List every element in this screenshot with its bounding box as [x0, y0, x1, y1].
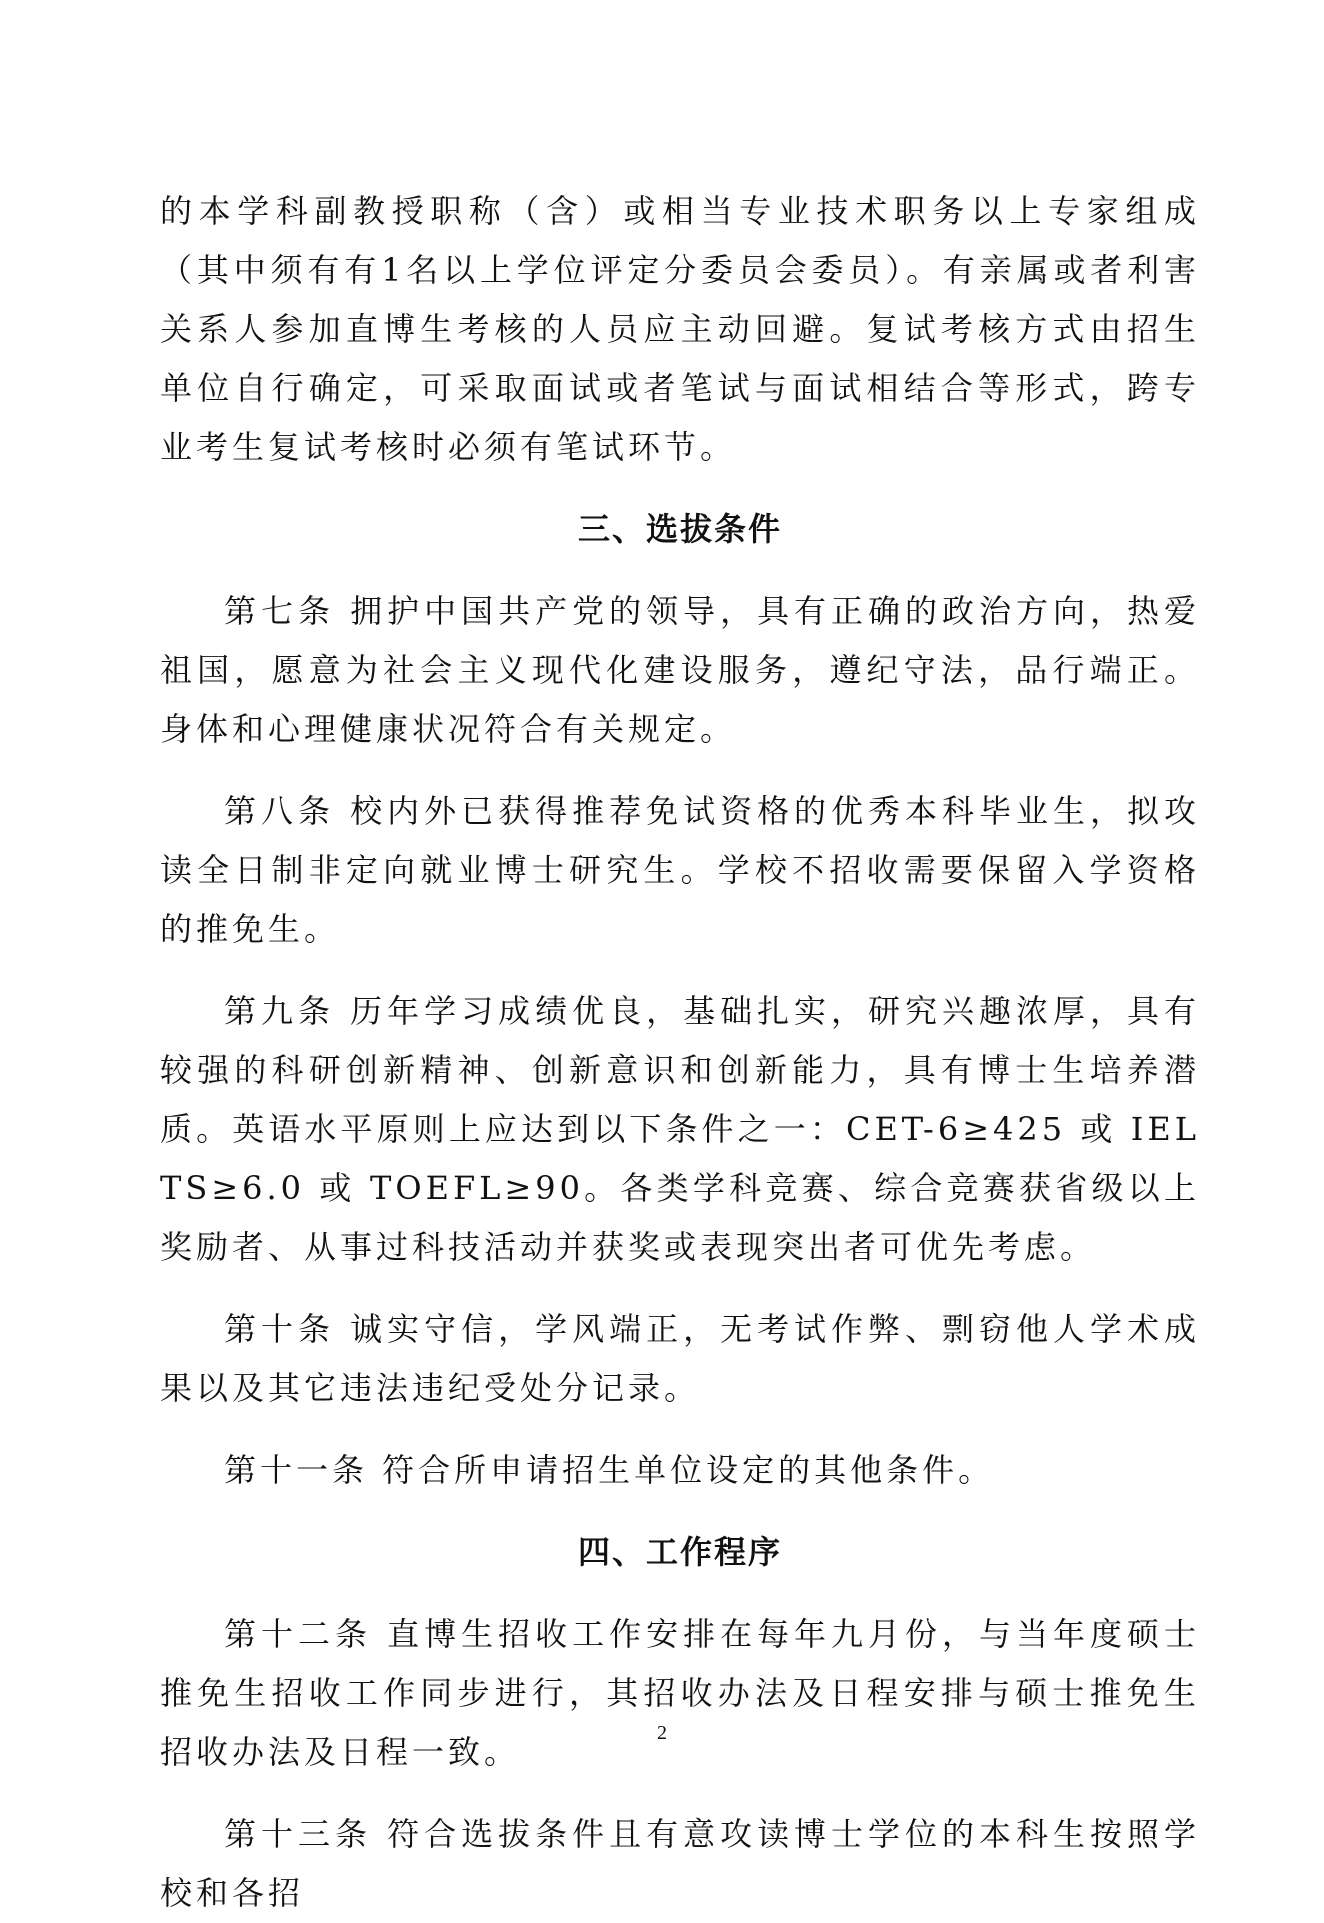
- article-13: 第十三条 符合选拔条件且有意攻读博士学位的本科生按照学校和各招: [160, 1815, 1200, 1912]
- article-11: 第十一条 符合所申请招生单位设定的其他条件。: [224, 1451, 995, 1489]
- article-10: 第十条 诚实守信，学风端正，无考试作弊、剽窃他人学术成果以及其它违法违纪受处分记录。: [160, 1310, 1200, 1407]
- article-12: 第十二条 直博生招收工作安排在每年九月份，与当年度硕士推免生招收工作同步进行，其招收办法及日程安排与硕士推免生招收办法及日程一致。: [160, 1615, 1200, 1771]
- document-body: [160, 182, 1200, 1923]
- continuation-paragraph: 的本学科副教授职称（含）或相当专业技术职务以上专家组成（其中须有有1名以上学位评定分委员会委员）。有亲属或者利害关系人参加直博生考核的人员应主动回避。复试考核方式由招生单位自行确定，可采取面试或者笔试与面试相结合等形式，跨专业考生复试考核时必须有笔试环节。: [160, 192, 1200, 466]
- section-heading-work-procedure: 四、工作程序: [577, 1533, 782, 1571]
- article-8: 第八条 校内外已获得推荐免试资格的优秀本科毕业生，拟攻读全日制非定向就业博士研究生。学校不招收需要保留入学资格的推免生。: [160, 792, 1200, 948]
- article-9: 第九条 历年学习成绩优良，基础扎实，研究兴趣浓厚，具有较强的科研创新精神、创新意识和创新能力，具有博士生培养潜质。英语水平原则上应达到以下条件之一：CET-6≥425 或 IELTS≥6.0 或 TOEFL≥90。各类学科竞赛、综合竞赛获省级以上奖励者、从事过科技活动并获奖或表现突出者可优先考虑。: [160, 992, 1200, 1266]
- section-heading-selection-criteria: 三、选拔条件: [577, 510, 782, 548]
- page-number: 2: [657, 1722, 667, 1744]
- article-7: 第七条 拥护中国共产党的领导，具有正确的政治方向，热爱祖国，愿意为社会主义现代化建设服务，遵纪守法，品行端正。身体和心理健康状况符合有关规定。: [160, 592, 1200, 748]
